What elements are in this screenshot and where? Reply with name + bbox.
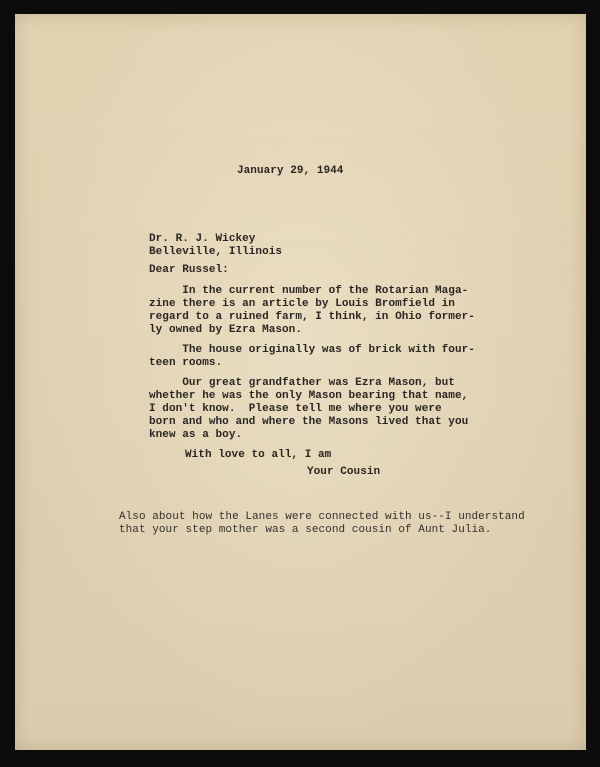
body-paragraph: Our great grandfather was Ezra Mason, but whether he was the only Mason bearing that name, I don't know. Please tell me where you were born and who and where the Masons lived that you knew as a boy. [149,377,469,441]
postscript: Also about how the Lanes were connected with us--I understand that your step mother was a second cousin of Aunt Julia. [119,511,525,536]
body-paragraph: The house originally was of brick with four- teen rooms. [149,344,475,369]
body-paragraph: In the current number of the Rotarian Maga- zine there is an article by Louis Bromfield in regard to a ruined farm, I think, in Ohio former- ly owned by Ezra Mason. [149,285,475,336]
recipient-address [149,233,282,259]
closing-line: With love to all, I am [185,449,332,461]
letter-date: January 29, 1944 [237,165,344,177]
signoff: Your Cousin [307,466,381,478]
recipient-name: Dr. R. J. Wickey [149,233,256,245]
recipient-city: Belleville, Illinois [149,246,283,258]
salutation: Dear Russel: [149,264,229,276]
